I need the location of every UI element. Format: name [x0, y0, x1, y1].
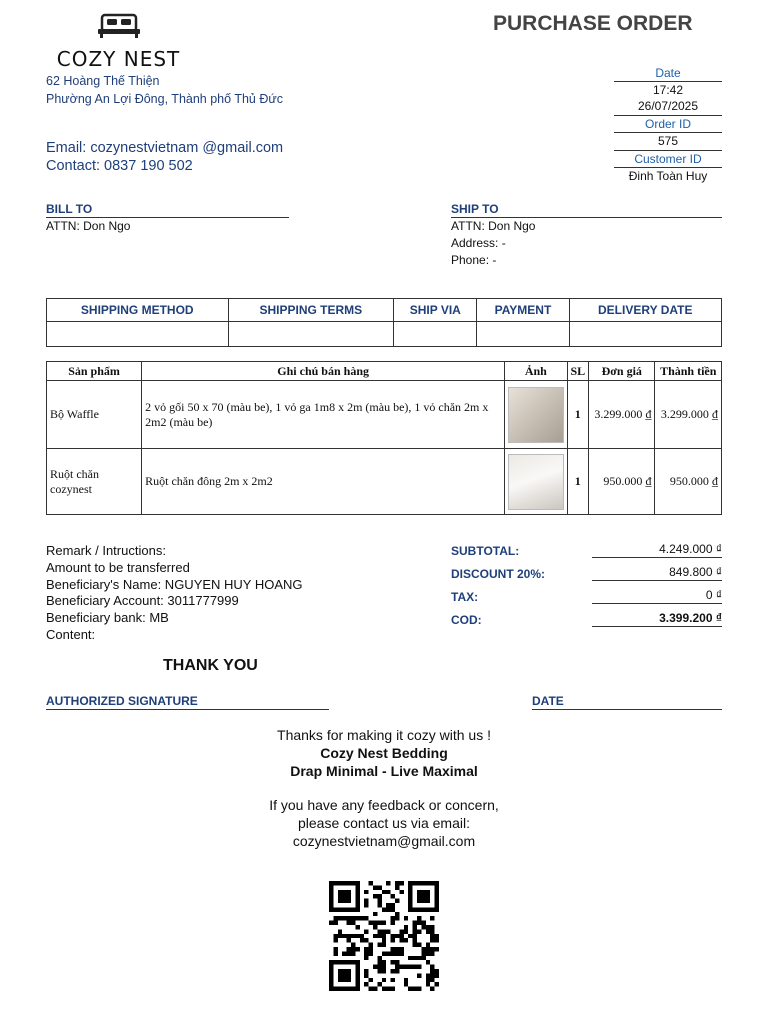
discount-label: DISCOUNT 20%: — [451, 567, 546, 581]
company-phone: Contact: 0837 190 502 — [46, 158, 193, 174]
beneficiary-name: Beneficiary's Name: NGUYEN HUY HOANG — [46, 576, 303, 592]
product-unit-price: 950.000 ₫ — [589, 449, 655, 515]
signature-date-label: DATE — [532, 694, 722, 710]
table-row — [47, 449, 722, 515]
image-header: Ảnh — [505, 362, 567, 381]
address-line-2: Phường An Lợi Đông, Thành phố Thủ Đức — [46, 92, 283, 106]
order-meta — [614, 64, 722, 184]
tax-value: 0 ₫ — [592, 588, 722, 604]
cod-label: COD: — [451, 613, 482, 627]
shipping-terms-header: SHIPPING TERMS — [228, 299, 394, 322]
tax-row — [451, 581, 722, 604]
totals-block — [451, 535, 722, 627]
product-image — [508, 387, 564, 443]
delivery-date-header: DELIVERY DATE — [569, 299, 721, 322]
product-amount: 3.299.000 ₫ — [655, 381, 722, 449]
bed-icon — [96, 12, 142, 40]
order-id: 575 — [657, 134, 679, 148]
product-unit-price: 3.299.000 ₫ — [589, 381, 655, 449]
footer-thanks: Thanks for making it cozy with us ! — [277, 727, 491, 743]
footer-slogan: Drap Minimal - Live Maximal — [290, 763, 478, 779]
transfer-content: Content: — [46, 626, 96, 642]
bill-to-heading: BILL TO — [46, 202, 289, 218]
footer-email: cozynestvietnam@gmail.com — [292, 833, 476, 849]
company-logo — [46, 12, 191, 71]
delivery-date-cell — [569, 322, 721, 347]
address-line-1: 62 Hoàng Thế Thiện — [46, 74, 160, 88]
cod-value: 3.399.200 ₫ — [592, 611, 722, 627]
ship-to-phone: Phone: - — [451, 253, 497, 267]
shipping-method-cell — [47, 322, 229, 347]
shipping-header-row — [47, 299, 722, 322]
product-amount: 950.000 ₫ — [655, 449, 722, 515]
cod-row — [451, 604, 722, 627]
document-title: PURCHASE ORDER — [493, 12, 693, 35]
product-qty: 1 — [567, 381, 588, 449]
company-name: COZY NEST — [56, 47, 181, 71]
product-note: 2 vỏ gối 50 x 70 (màu be), 1 vỏ ga 1m8 x 2m (màu be), 1 vỏ chăn 2m x 2m2 (màu be) — [142, 381, 505, 449]
product-image — [508, 454, 564, 510]
footer-feedback: If you have any feedback or concern, — [269, 797, 499, 813]
product-qty: 1 — [567, 449, 588, 515]
ship-via-header: SHIP VIA — [394, 299, 477, 322]
bill-to-section — [46, 202, 289, 235]
thank-you-text: THANK YOU — [163, 657, 258, 674]
product-name: Ruột chăn cozynest — [47, 449, 142, 515]
shipping-table — [46, 298, 722, 347]
qr-code — [329, 881, 439, 991]
company-address — [46, 72, 283, 108]
qty-header: SL — [567, 362, 588, 381]
product-note: Ruột chăn đông 2m x 2m2 — [142, 449, 505, 515]
remark-title: Remark / Intructions: — [46, 543, 166, 558]
beneficiary-bank: Beneficiary bank: MB — [46, 610, 169, 626]
shipping-method-header: SHIPPING METHOD — [47, 299, 229, 322]
unit-price-header: Đơn giá — [589, 362, 655, 381]
note-header: Ghi chú bán hàng — [142, 362, 505, 381]
discount-value: 849.800 ₫ — [592, 565, 722, 581]
ship-to-attn: ATTN: Don Ngo — [451, 219, 536, 233]
subtotal-label: SUBTOTAL: — [451, 544, 520, 558]
footer-contact-prompt: please contact us via email: — [298, 815, 470, 831]
order-id-label: Order ID — [614, 115, 722, 133]
footer-message — [200, 726, 568, 850]
shipping-value-row — [47, 322, 722, 347]
customer-id: Đinh Toàn Huy — [628, 169, 708, 183]
date-label: Date — [614, 65, 722, 82]
table-row — [47, 381, 722, 449]
footer-brand: Cozy Nest Bedding — [320, 745, 448, 761]
payment-cell — [477, 322, 569, 347]
beneficiary-account: Beneficiary Account: 3011777999 — [46, 593, 239, 609]
product-image-cell — [505, 449, 567, 515]
ship-via-cell — [394, 322, 477, 347]
items-header-row — [47, 362, 722, 381]
order-time: 17:42 — [652, 83, 684, 97]
ship-to-section — [451, 202, 722, 269]
amount-header: Thành tiền — [655, 362, 722, 381]
remark-block — [46, 543, 303, 644]
company-contact — [46, 139, 283, 175]
product-name: Bộ Waffle — [47, 381, 142, 449]
order-date: 26/07/2025 — [637, 99, 699, 113]
ship-to-address: Address: - — [451, 236, 506, 250]
subtotal-value: 4.249.000 ₫ — [592, 542, 722, 558]
bill-to-attn: ATTN: Don Ngo — [46, 219, 131, 233]
payment-header: PAYMENT — [477, 299, 569, 322]
customer-id-label: Customer ID — [614, 150, 722, 168]
company-email: Email: cozynestvietnam @gmail.com — [46, 140, 284, 156]
tax-label: TAX: — [451, 590, 479, 604]
remark-amount: Amount to be transferred — [46, 559, 190, 575]
discount-row — [451, 558, 722, 581]
product-image-cell — [505, 381, 567, 449]
signature-label: AUTHORIZED SIGNATURE — [46, 694, 329, 710]
shipping-terms-cell — [228, 322, 394, 347]
subtotal-row — [451, 535, 722, 558]
product-header: Sản phẩm — [47, 362, 142, 381]
ship-to-heading: SHIP TO — [451, 202, 722, 218]
items-table — [46, 361, 722, 515]
